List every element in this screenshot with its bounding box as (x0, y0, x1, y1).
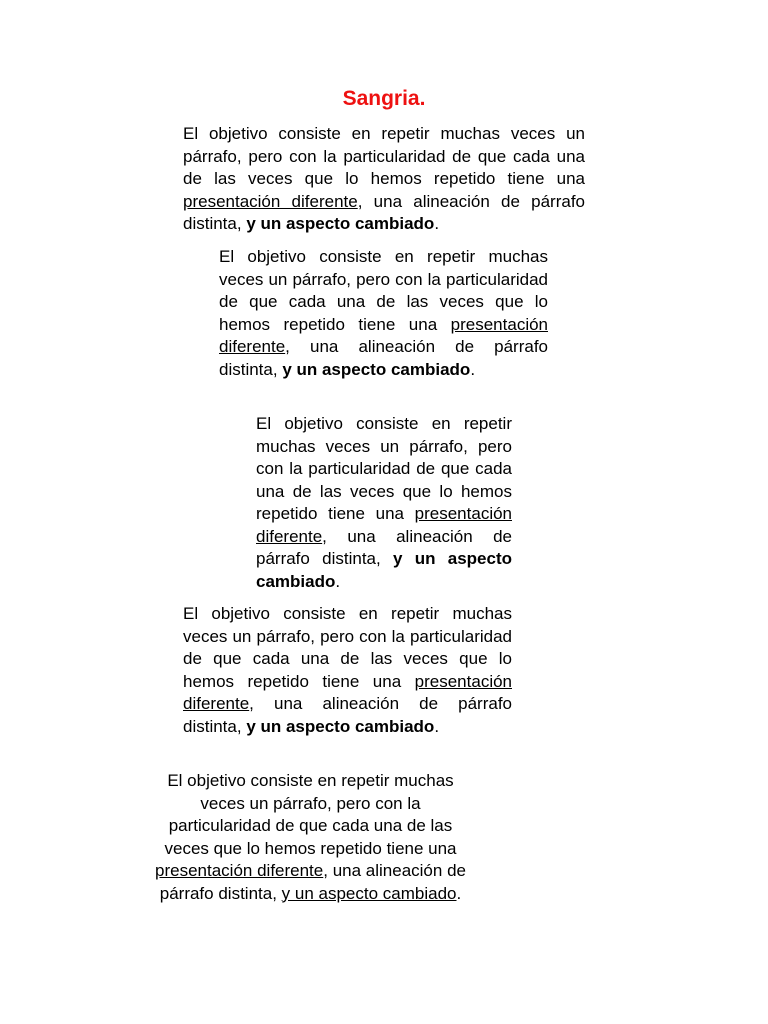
bold-phrase: y un aspecto cambiado (282, 359, 471, 379)
paragraph-text: , una alineación de párrafo distinta, (183, 191, 585, 233)
paragraph-text: El objetivo consiste en repetir muchas veces un párrafo, pero con la particularidad de que cada una de las veces que lo hemos repetido tiene una (256, 414, 512, 523)
paragraph-indented-3 (256, 413, 512, 593)
paragraph-text: El objetivo consiste en repetir muchas veces un párrafo, pero con la particularidad de que cada una de las veces que lo hemos repetido tiene una (219, 247, 548, 334)
paragraph-end: . (470, 359, 476, 379)
paragraph-end: . (434, 214, 440, 233)
underlined-phrase-end: y un aspecto cambiado (281, 883, 457, 903)
bold-phrase: y un aspecto cambiado (246, 716, 435, 736)
paragraph-text: El objetivo consiste en repetir muchas veces un párrafo, pero con la particularidad de que cada una de las veces que lo hemos repetido tiene una (183, 604, 512, 691)
paragraph-text: , una alineación de párrafo distinta, (159, 861, 466, 903)
paragraph-narrow-4 (183, 603, 512, 738)
paragraph-text: , una alineación de párrafo distinta, (256, 526, 512, 568)
bold-phrase: y un aspecto cambiado (246, 214, 435, 233)
paragraph-end: . (335, 571, 341, 591)
paragraph-centered-5 (153, 770, 468, 905)
page-title: Sangria. (342, 87, 426, 110)
paragraph-end: . (456, 883, 462, 903)
underlined-phrase: presentación diferente (183, 191, 358, 211)
underlined-phrase: presentación diferente (155, 861, 324, 880)
underlined-phrase: presentación diferente (256, 504, 512, 546)
paragraph-text: El objetivo consiste en repetir muchas veces un párrafo, pero con la particularidad de que cada una de las veces que lo hemos repetido tiene una (164, 771, 457, 858)
paragraph-text: El objetivo consiste en repetir muchas veces un párrafo, pero con la particularidad de que cada una de las veces que lo hemos repetido tiene una (183, 124, 585, 188)
bold-phrase: y un aspecto cambiado (256, 549, 512, 591)
underlined-phrase: presentación diferente (183, 671, 512, 713)
paragraph-justified-1 (183, 123, 585, 236)
paragraph-end: . (434, 716, 440, 736)
paragraph-text: , una alineación de párrafo distinta, (183, 694, 512, 736)
underlined-phrase: presentación diferente (219, 314, 548, 356)
paragraph-indented-2 (219, 246, 548, 381)
paragraph-text: , una alineación de párrafo distinta, (219, 337, 548, 379)
